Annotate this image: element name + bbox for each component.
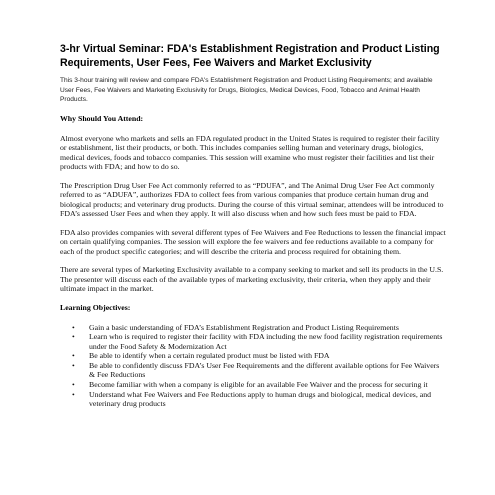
intro-paragraph: This 3-hour training will review and compare FDA's Establishment Registration and Product Listing Requirements; and available User Fees, Fee Waivers and Marketing Exclusivity for Drugs, Biologics, Medical Devices, Food, Tobacco and Animal Health Products. bbox=[60, 77, 433, 104]
objective-text: Gain a basic understanding of FDA’s Establishment Registration and Product Listing Requirements bbox=[89, 322, 399, 332]
objective-text: Be able to confidently discuss FDA’s User Fee Requirements and the different available options for Fee Waivers & Fee Reductions bbox=[89, 361, 440, 380]
bullet-icon: • bbox=[72, 361, 75, 371]
body-paragraph-fee-waivers: FDA also provides companies with several different types of Fee Waivers and Fee Reductions to lessen the financial impact on certain qualifying companies. The session will explore the fee waivers and fee reductions available to a company for each of the product specific categories; and will describe the criteria and process required for obtaining them. bbox=[60, 227, 446, 256]
list-item bbox=[72, 351, 447, 360]
bullet-icon: • bbox=[72, 322, 75, 332]
objective-text: Be able to identify when a certain regulated product must be listed with FDA bbox=[89, 351, 330, 361]
bullet-icon: • bbox=[72, 380, 75, 389]
body-paragraph-exclusivity: There are several types of Marketing Exclusivity available to a company seeking to market and sell its products in the U.S. The presenter will discuss each of the available types of marketing exclusivity, their criteria, when they apply and their ultimate impact in the market. bbox=[60, 265, 444, 294]
bullet-icon: • bbox=[72, 389, 75, 399]
learning-objectives-heading: Learning Objectives: bbox=[60, 302, 131, 312]
list-item bbox=[72, 380, 447, 389]
body-paragraph-registration: Almost everyone who markets and sells an FDA regulated product in the United States is required to register their facility or establishment, list their products, or both. This includes companies selling human and veterinary drugs, biologics, medical devices, foods and tobacco companies. This session will examine who must register their facilities and list their products with FDA; and how to do so. bbox=[60, 133, 440, 172]
objective-text: Understand what Fee Waivers and Fee Reductions apply to human drugs and biological, medical devices, and veterinary drug products bbox=[89, 389, 431, 408]
learning-objectives-list bbox=[60, 323, 447, 408]
list-item bbox=[72, 323, 447, 332]
list-item bbox=[72, 332, 447, 350]
objective-text: Learn who is required to register their facility with FDA including the new food facility registration requirements under the Food Safety & Modernization Act bbox=[89, 332, 443, 351]
bullet-icon: • bbox=[72, 351, 75, 361]
list-item bbox=[72, 390, 447, 408]
objective-text: Become familiar with when a company is eligible for an available Fee Waiver and the process for securing it bbox=[89, 380, 428, 389]
why-attend-heading: Why Should You Attend: bbox=[60, 113, 144, 123]
list-item bbox=[72, 361, 447, 379]
body-paragraph-user-fees: The Prescription Drug User Fee Act commonly referred to as “PDUFA”, and The Animal Drug User Fee Act commonly referred to as “ADUFA”, authorizes FDA to collect fees from various companies that produce certain human drug and biological products; and veterinary drug products. During the course of this virtual seminar, attendees will be introduced to FDA’s assessed User Fees and when they apply. It will also discuss when and how such fees must be paid to FDA. bbox=[60, 180, 444, 219]
document-title: 3-hr Virtual Seminar: FDA's Establishment Registration and Product Listing Requirements, User Fees, Fee Waivers and Market Exclusivity bbox=[60, 43, 440, 69]
bullet-icon: • bbox=[72, 332, 75, 342]
